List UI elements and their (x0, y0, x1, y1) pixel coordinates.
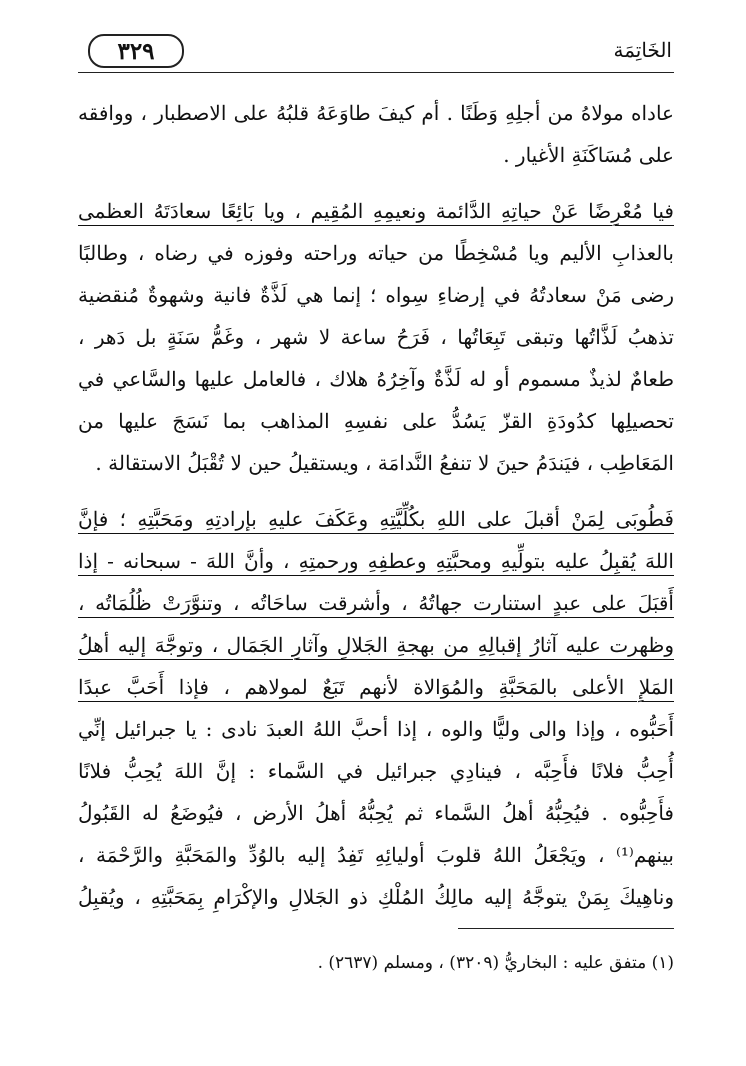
text-line: عاداه مولاهُ من أجلِهِ وَطَنًا . أم كيفَ طاوَعَهُ قلبُهُ على الاصطبار ، ووافقه (78, 101, 674, 125)
text-line: طعامٌ لذيذٌ مسموم أو له لَذَّةٌ وآخِرُهُ هلاك ، فالعامل عليها والسَّاعي في (78, 367, 674, 391)
text-line: بينهم⁽¹⁾ ، ويَجْعَلُ اللهُ قلوبَ أوليائِهِ تَفِدُ إليه بالوُدِّ والمَحَبَّةِ والرَّحْمَة ، (78, 843, 674, 867)
text-line: فأَحِبُّوه . فيُحِبُّهُ أهلُ السَّماء ثم يُحِبُّهُ أهلُ الأرض ، فيُوضَعُ له القَبُولُ (78, 801, 674, 825)
text-line: المَعَاطِب ، فيَندَمُ حينَ لا تنفعُ النَّدامَة ، ويستقيلُ حين لا تُقْبَلُ الاستقالة . (95, 451, 674, 475)
text-line: أَقبَلَ على عبدٍ استنارت جهاتُهُ ، وأشرقت ساحَاتُه ، وتنوَّرَتْ ظُلُمَاتُه ، (78, 591, 674, 615)
text-line: على مُسَاكَنَةِ الأغيار . (503, 143, 674, 167)
paragraph (78, 498, 674, 918)
body-text (78, 92, 674, 918)
text-line: وناهِيكَ بِمَنْ يتوجَّهُ إليه مالِكُ المُلْكِ ذو الجَلالِ والإكْرَامِ بِمَحَبَّتِهِ ، ويُقبِلُ (78, 885, 674, 909)
text-line: رضى مَنْ سعادتُهُ في إرضاءِ سِواه ؛ إنما هي لَذَّةٌ فانية وشهوةٌ مُنقضية (78, 283, 674, 307)
text-line: تحصيلِها كدُودَةِ القزّ يَسُدُّ على نفسِهِ المذاهب بما نَسَجَ عليها من (78, 409, 674, 433)
text-line: فيا مُعْرِضًا عَنْ حياتِهِ الدَّائمة ونعيمِهِ المُقِيم ، ويا بَائِعًا سعادَتَهُ العظمى (78, 199, 674, 223)
footnote: (١) متفق عليه : البخاريُّ (٣٢٠٩) ، ومسلم (٢٦٣٧) . (317, 953, 674, 973)
text-line: وظهرت عليه آثارُ إقبالِهِ من بهجةِ الجَلالِ وآثارِ الجَمَال ، وتوجَّهَ إليه أهلُ (78, 633, 674, 657)
text-line: تذهبُ لَذَّاتُها وتبقى تَبِعَاتُها ، فَرَحُ ساعة لا شهر ، وغَمُّ سَنَةٍ بل دَهر ، (78, 325, 674, 349)
text-line: المَلإِ الأعلى بالمَحَبَّةِ والمُوَالاة لأنهم تَبَعٌ لمولاهم ، فإذا أَحَبَّ عبدًا (78, 675, 674, 699)
text-line: أُحِبُّ فلانًا فأَحِبَّه ، فينادِي جبرائيل في السَّماء : إنَّ اللهَ يُحِبُّ فلانًا (78, 759, 674, 783)
footnote-separator (458, 928, 674, 929)
text-line: أَحَبُّوه ، وإذا والى وليًّا والوه ، إذا أحبَّ اللهُ العبدَ نادى : يا جبرائيل إنِّي (78, 717, 674, 741)
page-number-badge (88, 34, 184, 68)
paragraph (78, 190, 674, 484)
running-title: الخَاتِمَة (613, 38, 672, 62)
text-line: فَطُوبَى لِمَنْ أقبلَ على اللهِ بكُلِّيَّتِهِ وعَكَفَ عليهِ بإرادتِهِ ومَحَبَّتِهِ ؛ فإنَّ (78, 507, 674, 531)
text-line: اللهَ يُقبِلُ عليه بتولِّيهِ ومحبَّتِهِ وعطفِهِ ورحمتِهِ ، وأنَّ اللهَ - سبحانه - إذا (78, 549, 674, 573)
page-number: ٣٢٩ (117, 37, 155, 65)
page-header (78, 30, 674, 73)
text-line: بالعذابِ الأليم ويا مُسْخِطًا من حياته وراحته وفوزه في رضاه ، وطالبًا (78, 241, 674, 265)
paragraph (78, 92, 674, 176)
